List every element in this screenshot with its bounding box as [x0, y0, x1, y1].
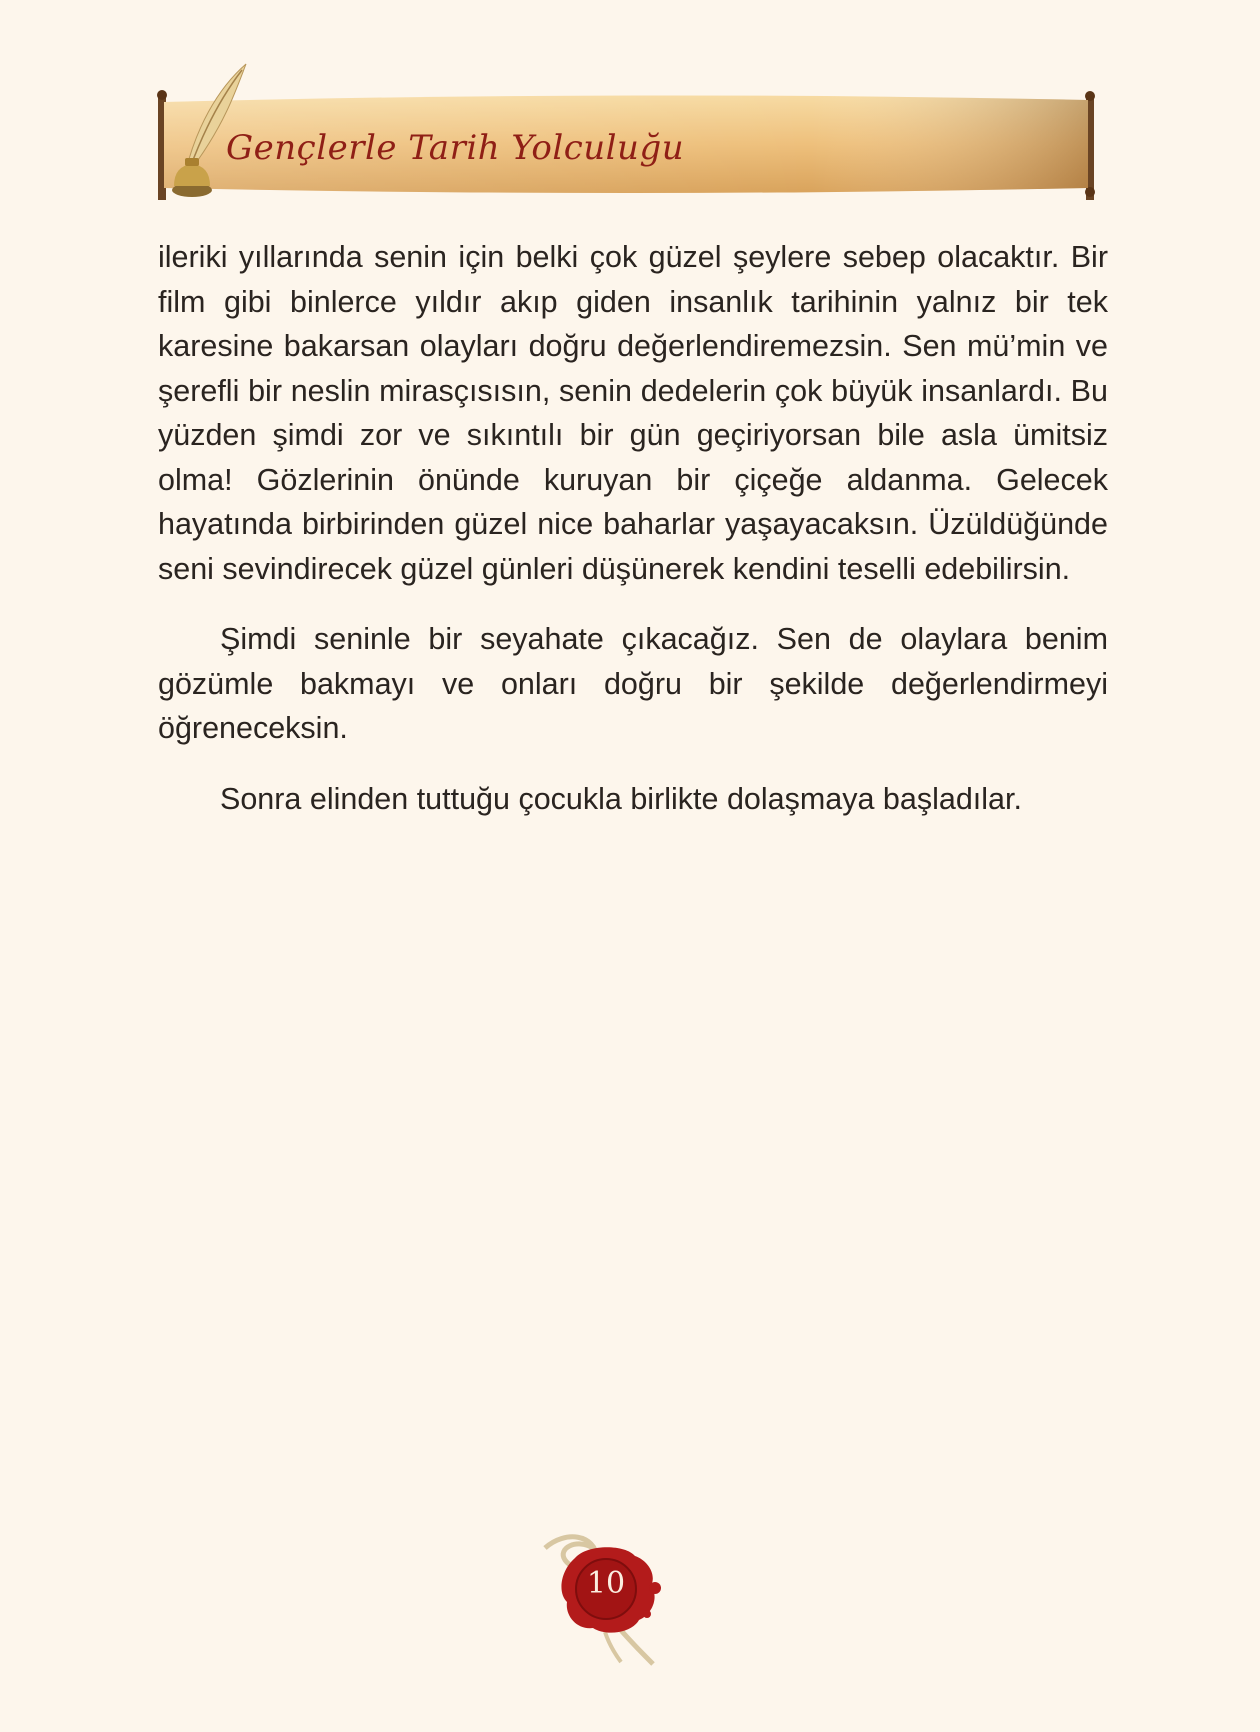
paragraph-3: Sonra elinden tuttuğu çocukla birlikte dolaşmaya başladılar.	[220, 781, 1022, 816]
page-body	[158, 235, 1108, 821]
page-header	[156, 60, 1106, 200]
page-number: 10	[586, 1566, 626, 1601]
page-footer	[535, 1530, 685, 1670]
paragraph-1: ileriki yıllarında senin için belki çok güzel şeylere sebep olacaktır. Bir film gibi binlerce yıldır akıp giden insanlık tarihinin yalnız bir tek karesine bakarsan olayları doğru değerlendiremezsin. Sen mü’min ve şerefli bir neslin mirasçısısın, senin dedelerin çok büyük insanlardı. Bu yüzden şimdi zor ve sıkıntılı bir gün geçiriyorsan bile asla ümitsiz olma! Gözlerinin önünde kuruyan bir çiçeğe aldanma. Gelecek hayatında birbirinden güzel nice baharlar yaşayacaksın. Üzüldüğünde seni sevindirecek güzel günleri düşünerek kendini teselli edebilirsin.	[158, 240, 1108, 586]
paragraph-2: Şimdi seninle bir seyahate çıkacağız. Sen de olaylara benim gözümle bakmayı ve onları doğru bir şekilde değerlendirmeyi öğreneceksin.	[158, 622, 1108, 745]
book-title: Gençlerle Tarih Yolculuğu	[226, 128, 685, 168]
